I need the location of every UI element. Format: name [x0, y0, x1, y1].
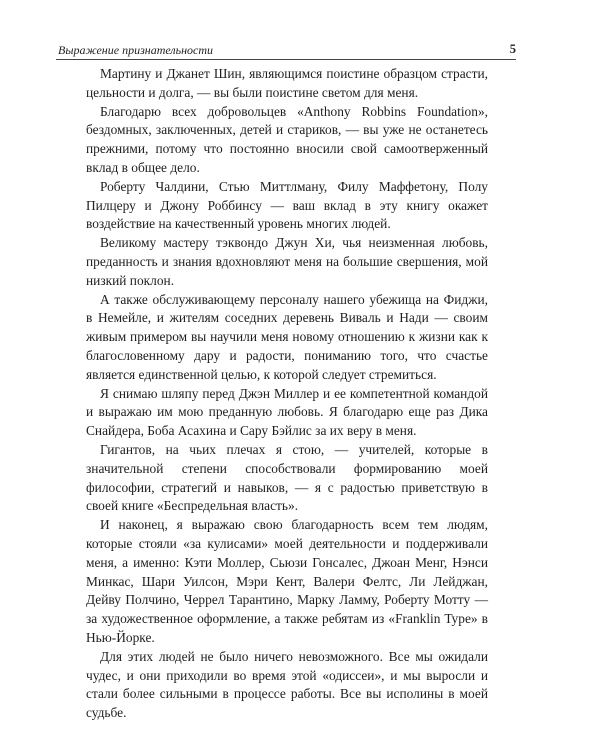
paragraph: Для этих людей не было ничего невозможного. Все мы ожидали чудес, и они приходили во время этой «одиссеи», и мы выросли и стали более сильными в процессе работы. Все вы исполины в моей судьбе.: [86, 648, 488, 721]
paragraph: А также обслуживающему персоналу нашего убежища на Фиджи, в Немейле, и жителям соседних деревень Виваль и Нади — своим живым примером вы научили меня новому отношению к жизни как к благословенному дару и радости, пониманию того, что счастье является единственной целью, к которой следует стремиться.: [86, 291, 488, 382]
header-rule: [56, 59, 516, 60]
paragraph: Я снимаю шляпу перед Джэн Миллер и ее компетентной командой и выражаю им мою преданную любовь. Я благодарю еще раз Дика Снайдера, Боба Асахина и Сару Бэйлис за их веру в меня.: [86, 385, 488, 439]
paragraph: Роберту Чалдини, Стью Миттлману, Филу Маффетону, Полу Пилцеру и Джону Роббинсу — ваш вклад в эту книгу окажет воздействие на качественный уровень многих людей.: [86, 178, 488, 232]
paragraph: Мартину и Джанет Шин, являющимся поистине образцом страсти, цельности и долга, — вы были поистине светом для меня.: [86, 66, 488, 100]
page-header: [56, 40, 516, 58]
page-number: 5: [509, 42, 516, 56]
paragraph: Благодарю всех добровольцев «Anthony Robbins Foundation», бездомных, заключенных, детей и стариков, — вы уже не останетесь прежними, потому что постоянно вносили свой самоотверженный вклад в общее дело.: [86, 103, 488, 175]
paragraph: И наконец, я выражаю свою благодарность всем тем людям, которые стояли «за кулисами» моей деятельности и поддерживали меня, а именно: Кэти Моллер, Сьюзи Гонсалес, Джоан Менг, Нэнси Минкас, Шари Уилсон, Мэри Кент, Валери Фелтс, Ли Лейджан, Дейву Полчино, Черрел Тарантино, Марку Ламму, Роберту Мотту — за художественное оформление, а также ребятам из «Franklin Type» в Нью-Йорке.: [86, 517, 488, 645]
paragraph: Гигантов, на чьих плечах я стою, — учителей, которые в значительной степени способствовали формированию моей философии, стратегий и навыков, — я с радостью приветствую в своей книге «Беспредельная власть».: [86, 441, 488, 514]
page-body: [86, 65, 488, 723]
paragraph: Великому мастеру тэквондо Джун Хи, чья неизменная любовь, преданность и знания вдохновляют меня на большие свершения, мой низкий поклон.: [86, 235, 488, 288]
running-title: Выражение признательности: [58, 43, 214, 57]
